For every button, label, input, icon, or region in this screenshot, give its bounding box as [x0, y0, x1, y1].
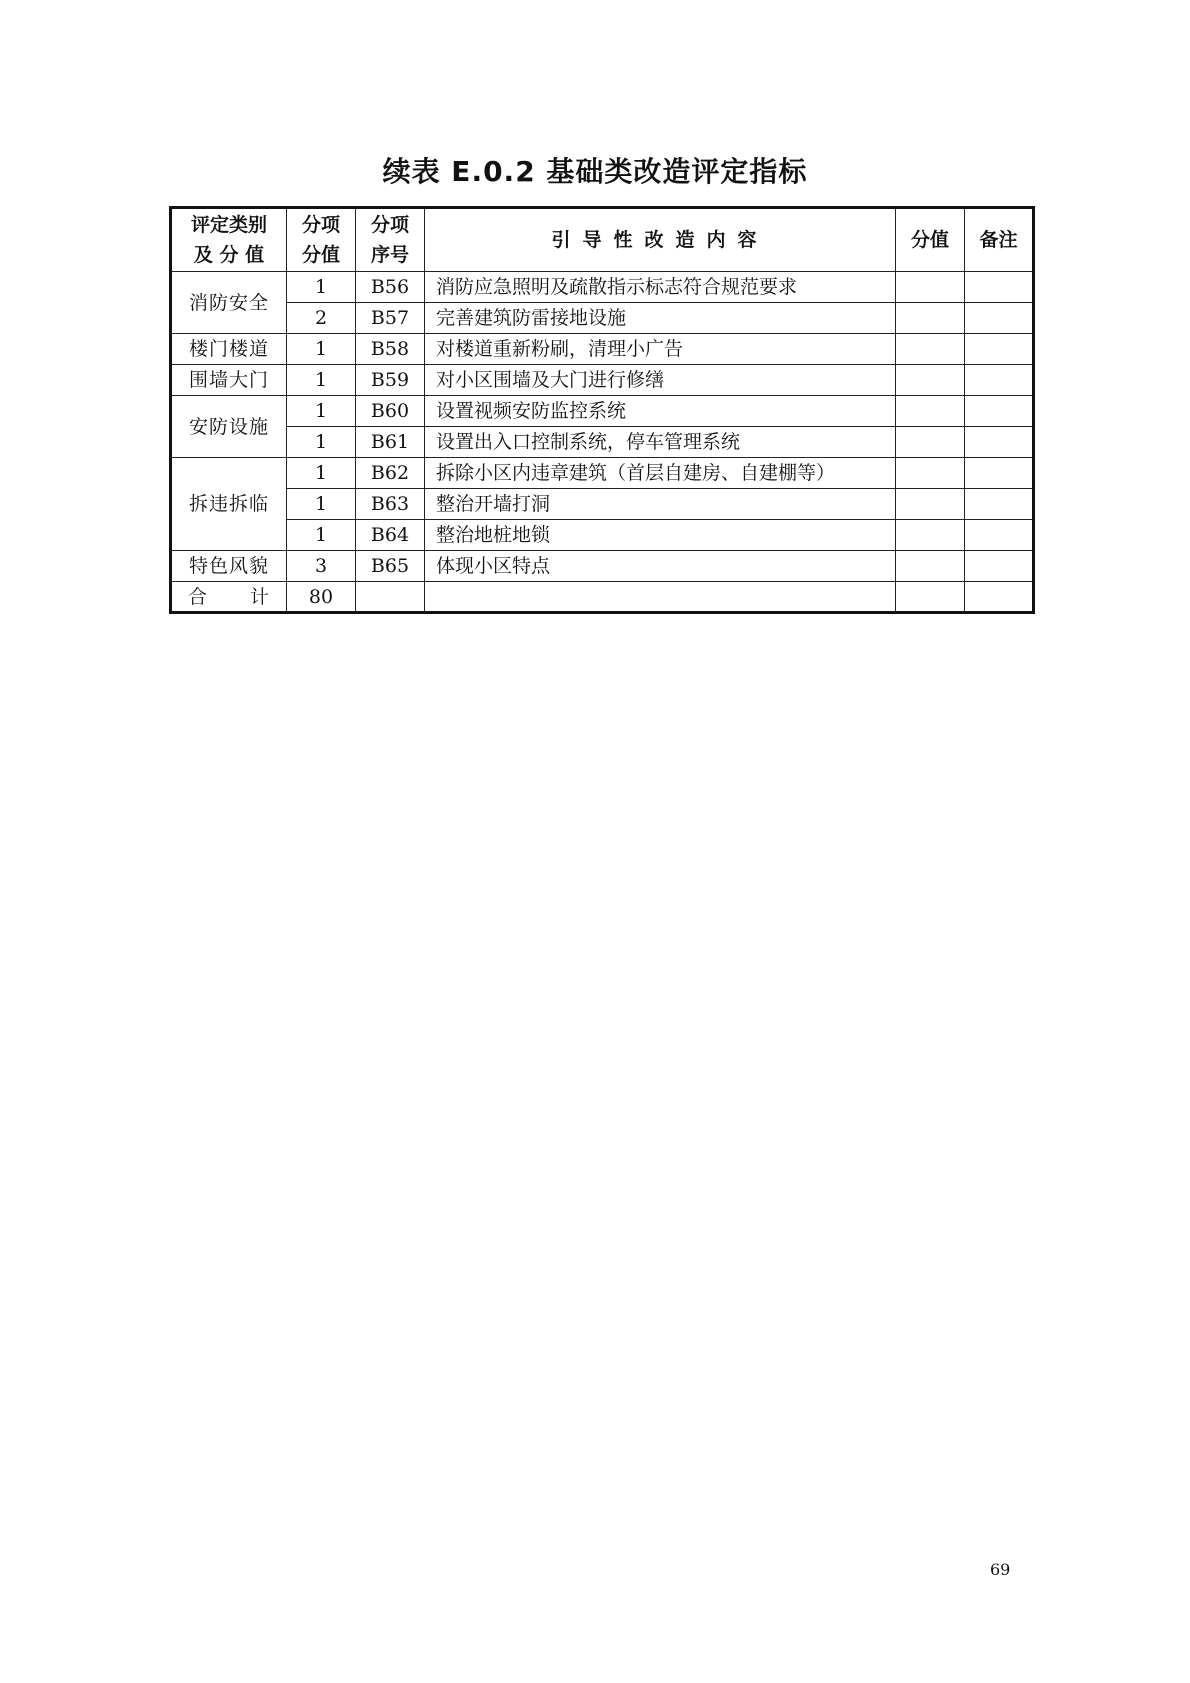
category-cell: 楼门楼道 — [171, 334, 287, 365]
content-cell: 对楼道重新粉刷，清理小广告 — [425, 334, 896, 365]
remark-cell — [965, 365, 1034, 396]
subscore-cell: 2 — [287, 303, 356, 334]
remark-cell — [965, 396, 1034, 427]
content-cell: 对小区围墙及大门进行修缮 — [425, 365, 896, 396]
seq-code-cell: B59 — [356, 365, 425, 396]
subscore-cell: 1 — [287, 334, 356, 365]
score-cell — [896, 427, 965, 458]
table-row — [171, 303, 1034, 334]
table-row — [171, 458, 1034, 489]
content-cell: 整治地桩地锁 — [425, 520, 896, 551]
score-cell — [896, 396, 965, 427]
score-cell — [896, 303, 965, 334]
header-remark: 备注 — [965, 208, 1034, 272]
page-number: 69 — [990, 1560, 1011, 1579]
remark-cell — [965, 489, 1034, 520]
score-cell — [896, 458, 965, 489]
table-row — [171, 427, 1034, 458]
header-category — [171, 208, 287, 272]
content-cell: 整治开墙打洞 — [425, 489, 896, 520]
score-cell — [896, 489, 965, 520]
subscore-cell: 1 — [287, 427, 356, 458]
header-subscore-line2: 分值 — [301, 244, 340, 266]
seq-code-cell: B64 — [356, 520, 425, 551]
seq-code-cell: B57 — [356, 303, 425, 334]
evaluation-table-wrapper — [169, 206, 1022, 614]
subscore-cell: 1 — [287, 365, 356, 396]
table-header-row — [171, 208, 1034, 272]
remark-cell — [965, 551, 1034, 582]
seq-code-cell: B61 — [356, 427, 425, 458]
page-title: 续表 E.0.2 基础类改造评定指标 — [382, 155, 808, 188]
header-seq-line2: 序号 — [370, 244, 409, 266]
category-cell: 安防设施 — [171, 396, 287, 458]
subscore-cell: 1 — [287, 458, 356, 489]
seq-code-cell: B58 — [356, 334, 425, 365]
evaluation-table — [169, 206, 1035, 614]
content-cell: 设置出入口控制系统，停车管理系统 — [425, 427, 896, 458]
seq-code-cell: B63 — [356, 489, 425, 520]
score-cell — [896, 551, 965, 582]
category-cell: 拆违拆临 — [171, 458, 287, 551]
table-row — [171, 272, 1034, 303]
header-category-line2: 及 分 值 — [193, 244, 265, 266]
total-label: 合计 — [171, 582, 287, 613]
header-seq — [356, 208, 425, 272]
category-cell: 围墙大门 — [171, 365, 287, 396]
category-cell: 特色风貌 — [171, 551, 287, 582]
total-remark-cell — [965, 582, 1034, 613]
table-body — [171, 272, 1034, 613]
total-row — [171, 582, 1034, 613]
table-row — [171, 551, 1034, 582]
content-cell: 体现小区特点 — [425, 551, 896, 582]
header-seq-line1: 分项 — [370, 214, 409, 236]
total-score-cell — [896, 582, 965, 613]
score-cell — [896, 365, 965, 396]
table-row — [171, 489, 1034, 520]
table-row — [171, 334, 1034, 365]
header-content: 引导性改造内容 — [425, 208, 896, 272]
score-cell — [896, 334, 965, 365]
remark-cell — [965, 272, 1034, 303]
total-seq-cell — [356, 582, 425, 613]
subscore-cell: 1 — [287, 489, 356, 520]
remark-cell — [965, 427, 1034, 458]
header-category-line1: 评定类别 — [190, 214, 267, 236]
content-cell: 拆除小区内违章建筑（首层自建房、自建棚等） — [425, 458, 896, 489]
seq-code-cell: B65 — [356, 551, 425, 582]
header-score: 分值 — [896, 208, 965, 272]
seq-code-cell: B56 — [356, 272, 425, 303]
subscore-cell: 1 — [287, 396, 356, 427]
content-cell: 设置视频安防监控系统 — [425, 396, 896, 427]
total-content-cell — [425, 582, 896, 613]
content-cell: 消防应急照明及疏散指示标志符合规范要求 — [425, 272, 896, 303]
score-cell — [896, 272, 965, 303]
category-cell: 消防安全 — [171, 272, 287, 334]
header-subscore — [287, 208, 356, 272]
subscore-cell: 1 — [287, 520, 356, 551]
subscore-cell: 1 — [287, 272, 356, 303]
header-subscore-line1: 分项 — [301, 214, 340, 236]
seq-code-cell: B62 — [356, 458, 425, 489]
remark-cell — [965, 303, 1034, 334]
table-row — [171, 520, 1034, 551]
remark-cell — [965, 520, 1034, 551]
table-row — [171, 396, 1034, 427]
table-row — [171, 365, 1034, 396]
score-cell — [896, 520, 965, 551]
content-cell: 完善建筑防雷接地设施 — [425, 303, 896, 334]
subscore-cell: 3 — [287, 551, 356, 582]
seq-code-cell: B60 — [356, 396, 425, 427]
remark-cell — [965, 458, 1034, 489]
total-subscore: 80 — [287, 582, 356, 613]
remark-cell — [965, 334, 1034, 365]
